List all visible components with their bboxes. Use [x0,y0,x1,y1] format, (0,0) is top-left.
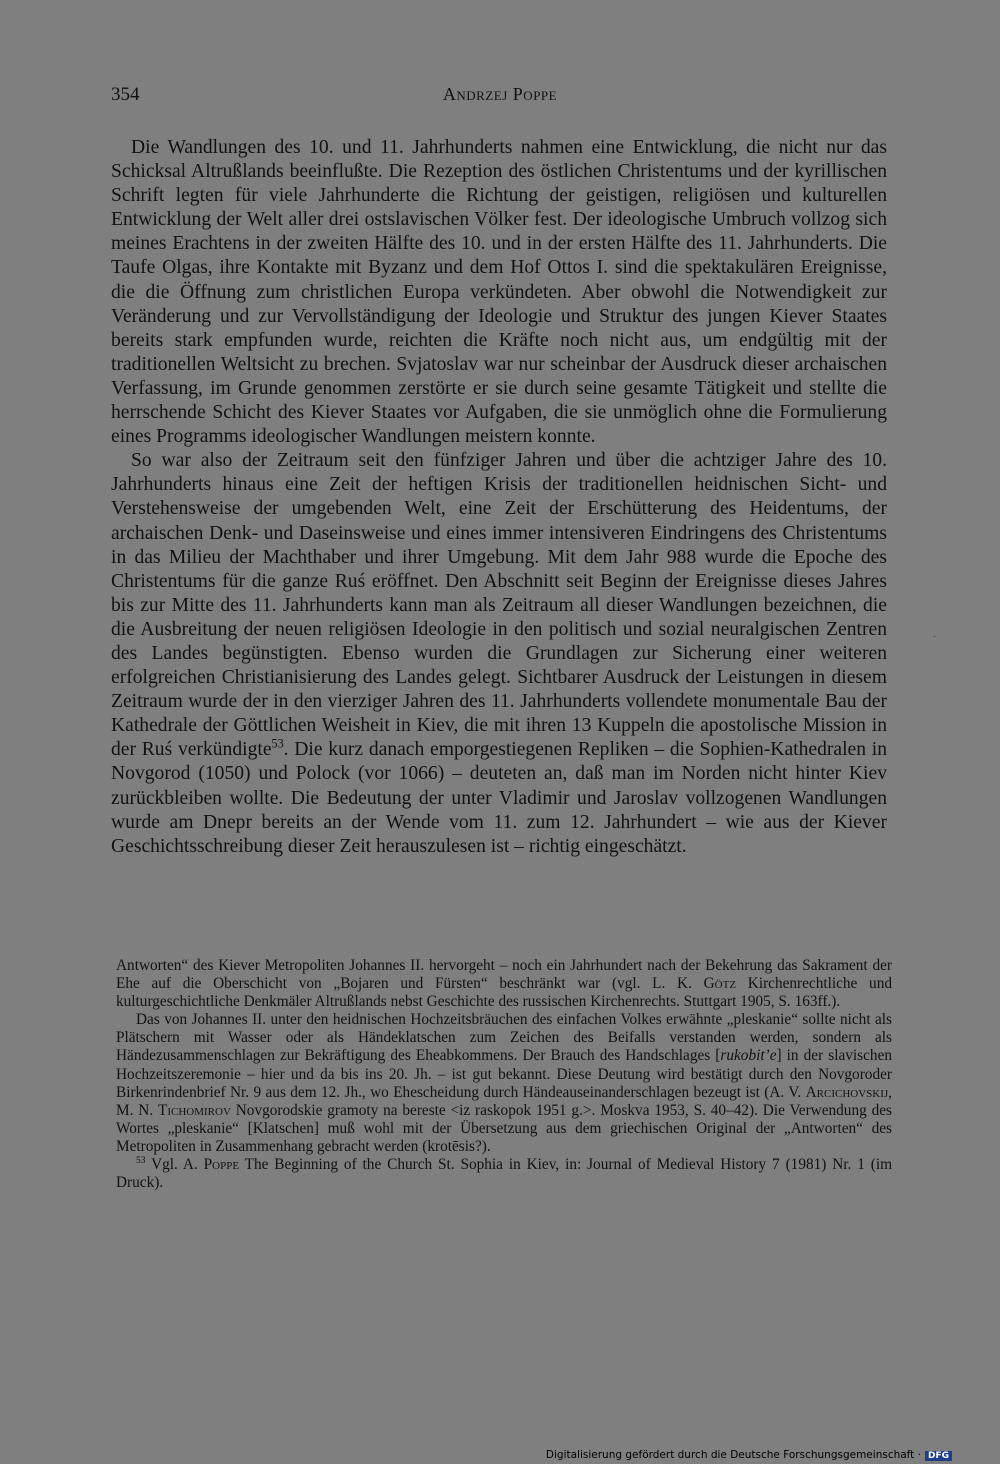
paragraph-1: Die Wandlungen des 10. und 11. Jahrhunderts nahmen eine Entwicklung, die nicht nur das Schicksal Altrußlands beeinflußte. Die Rezeption des östlichen Christentums und der kyrillischen Schrift legten für viele Jahrhunderte die Richtung der geistigen, religiösen und kulturellen Entwicklung der Welt aller drei ostslavischen Völker fest. Der ideologische Umbruch vollzog sich meines Erachtens in der zweiten Hälfte des 10. und in der ersten Hälfte des 11. Jahrhunderts. Die Taufe Olgas, ihre Kontakte mit Byzanz und dem Hof Ottos I. sind die spektakulären Ereignisse, die die Öffnung zum christlichen Europa verkündeten. Aber obwohl die Notwendigkeit zur Veränderung und zur Vervollständigung der Ideologie und Struktur des jungen Kiever Staates bereits stark empfunden wurde, reichten die Kräfte noch nicht aus, um endgültig mit der traditionellen Weltsicht zu brechen. Svjatoslav war nur scheinbar der Ausdruck dieser archaischen Verfassung, im Grunde genommen zerstörte er sie durch seine gesamte Tätigkeit und stellte die herrschende Schicht des Kiever Staates vor Aufgaben, die sie unmöglich ohne die Formulierung eines Programms ideologischer Wandlungen meistern konnte. [111,137,887,448]
dfg-logo-icon: DFG [925,1451,952,1461]
footer-text: Digitalisierung gefördert durch die Deutsche Forschungsgemeinschaft · [545,1449,921,1461]
digitization-footer [546,1449,952,1461]
margin-mark: · [933,632,937,643]
paragraph-2-part-b: . Die kurz danach emporgestiegenen Repliken – die Sophien-Kathedralen in Novgorod (1050) und Polock (vor 1066) – deuteten an, daß man im Norden nicht hinter Kiev zurückbleiben wollte. Die Bedeutung der unter Vladimir und Jaroslav vollzogenen Wandlungen wurde am Dnepr bereits an der Wende vom 11. zum 12. Jahrhundert – wie aus der Kiever Geschichtsschreibung dieser Zeit herauszulesen ist – richtig eingeschätzt. [111,739,887,857]
author-name: Götz [703,975,737,993]
author-name: Arcichovskij [805,1083,889,1101]
footnote-continuation: Antworten“ des Kiever Metropoliten Johannes II. hervorgeht – noch ein Jahrhundert nach der Bekehrung das Sakrament der Ehe auf die Oberschicht von „Bojaren und Fürsten“ beschränkt war (vgl. L. K. Götz Kirchenrechtliche und kulturgeschichtliche Denkmäler Altrußlands nebst Geschichte des russischen Kirchenrechts. Stuttgart 1905, S. 163ff.). [116,957,892,1011]
main-text [111,136,887,859]
paragraph-2 [111,449,887,859]
paragraph-2-part-a: So war also der Zeitraum seit den fünfziger Jahren und über die achtziger Jahre des 10. Jahrhunderts hinaus eine Zeit der heftigen Krisis der traditionellen heidnischen Sicht- und Verstehensweise der umgebenden Welt, eine Zeit der Erschütterung des Heidentums, der archaischen Denk- und Daseinsweise und eines immer intensiveren Eindringens des Christentums in das Milieu der Machthaber und ihrer Umgebung. Mit dem Jahr 988 wurde die Epoche des Christentums für die ganze Ruś eröffnet. Den Abschnitt seit Beginn der Ereignisse dieses Jahres bis zur Mitte des 11. Jahrhunderts kann man als Zeitraum all dieser Wandlungen bezeichnen, die die Ausbreitung der neuen religiösen Ideologie in den politisch und sozial neuralgischen Zentren des Landes begünstigten. Ebenso wurden die Grundlagen zur Sicherung einer weiteren erfolgreichen Christianisierung des Landes gelegt. Sichtbarer Ausdruck der Leistungen in diesem Zeitraum wurde der in den vierziger Jahren des 11. Jahrhunderts vollendete monumentale Bau der Kathedrale der Göttlichen Weisheit in Kiev, die mit ihren 13 Kuppeln die apostolische Mission in der Ruś verkündigte [111,450,887,761]
footnote-ref-53: 53 [271,736,284,751]
term-italic: rukobit’e [720,1047,777,1065]
page-number: 354 [111,84,140,105]
author-name: Tichomirov [158,1101,231,1119]
footnote-53: $^{53}$ Vgl. A. Poppe The Beginning of the Church St. Sophia in Kiev, in: Journal of Medieval History 7 (1981) Nr. 1 (im Druck). [116,1155,893,1192]
running-title: Andrzej Poppe [442,84,558,104]
footnotes [116,957,892,1192]
author-name: Poppe [203,1156,240,1174]
page-header [111,84,889,114]
footnote-number: 53 [136,1155,146,1166]
footnote-paragraph: Das von Johannes II. unter den heidnischen Hochzeitsbräuchen des einfachen Volkes erwähnte „pleskanie“ sollte nicht als Plätschern mit Wasser oder als Händeklatschen zum Zeichen des Beifalls verstanden werden, sondern als Händezusammenschlagen zur Bekräftigung des Eheabkommens. Der Brauch des Handschlages [rukobit’e] in der slavischen Hochzeitszeremonie – hier und da bis ins 20. Jh. – ist gut bekannt. Diese Deutung wird bestätigt durch den Novgoroder Birkenrindenbrief Nr. 9 aus dem 12. Jh., wo Ehescheidung durch Händeauseinanderschlagen bezeugt ist (A. V. Arcichovskij, M. N. Tichomirov Novgorodskie gramoty na bereste <iz raskopok 1951 g.>. Moskva 1953, S. 40–42). Die Verwendung des Wortes „pleskanie“ [Klatschen] muß wohl mit der Übersetzung aus dem griechischen Original der „Antworten“ des Metropoliten in Zusammenhang gebracht werden (krotēsis?). [116,1011,893,1155]
